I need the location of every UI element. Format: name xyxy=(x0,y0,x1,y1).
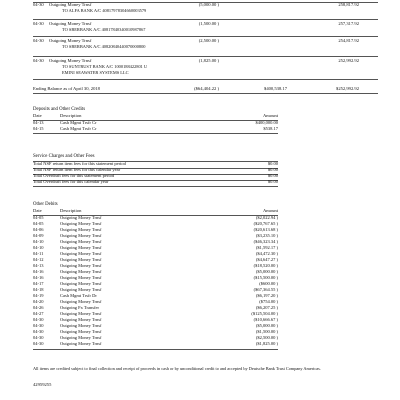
debit-amount: ($5,000.00 ) xyxy=(255,323,278,328)
row-separator xyxy=(33,56,378,57)
debit-description: Outgoing Money Trnsf xyxy=(60,227,102,232)
ending-withdrawal-total: ($64,404.22 ) xyxy=(194,86,219,91)
deposit-amount: $400,000.00 xyxy=(255,120,278,125)
transaction-date: 04-30 xyxy=(33,2,44,7)
fee-description: Total Overdraft fees for this calendar year xyxy=(33,179,109,184)
transaction-balance: 258,817.92 xyxy=(338,2,359,7)
debit-date: 04-26 xyxy=(33,305,44,310)
debit-description: Outgoing Money Trnsf xyxy=(60,221,102,226)
deposit-row xyxy=(33,127,278,133)
transaction-memo: TO ALFA BANK A/C 40817978304660003579 xyxy=(62,8,147,13)
debit-date: 04-30 xyxy=(33,329,44,334)
ending-balance-label: Ending Balance as of April 30, 2018 xyxy=(33,86,100,91)
transaction-date: 04-30 xyxy=(33,21,44,26)
debit-amount: ($15,500.00 ) xyxy=(253,275,278,280)
debit-amount: ($5,000.00 ) xyxy=(255,269,278,274)
debit-date: 04-09 xyxy=(33,233,44,238)
debit-date: 04-30 xyxy=(33,335,44,340)
ending-deposit-total: $400,538.17 xyxy=(264,86,287,91)
row-separator xyxy=(33,79,378,80)
debits-date-header: Date xyxy=(33,208,42,213)
debit-amount: ($20,767.65 ) xyxy=(253,221,278,226)
deposits-date-header: Date xyxy=(33,113,42,118)
fees-bottom-rule xyxy=(33,186,278,187)
fee-amount: $0.00 xyxy=(267,161,278,166)
debit-description: Outgoing Fx Transfer xyxy=(60,305,100,310)
debit-amount: ($4,647.27 ) xyxy=(255,257,278,262)
deposits-desc-header: Description xyxy=(60,113,82,118)
transaction-balance: 257,317.92 xyxy=(338,21,359,26)
debit-date: 04-16 xyxy=(33,269,44,274)
deposit-date: 04-13 xyxy=(33,120,44,125)
debit-description: Outgoing Money Trnsf xyxy=(60,245,102,250)
debit-amount: ($67,364.55 ) xyxy=(253,287,278,292)
deposit-amount: $538.17 xyxy=(263,126,278,131)
transaction-date: 04-30 xyxy=(33,38,44,43)
debit-description: Outgoing Money Trnsf xyxy=(60,287,102,292)
row-separator xyxy=(33,19,378,20)
debit-date: 04-16 xyxy=(33,275,44,280)
fees-title: Service Charges and Other Fees xyxy=(33,154,95,159)
debit-date: 04-13 xyxy=(33,263,44,268)
ending-bottom-border xyxy=(33,93,378,94)
debit-date: 04-30 xyxy=(33,341,44,346)
debit-amount: ($6,207.25 ) xyxy=(255,305,278,310)
debit-description: Outgoing Money Trnsf xyxy=(60,215,102,220)
deposit-date: 04-15 xyxy=(33,126,44,131)
debit-date: 04-30 xyxy=(33,323,44,328)
debit-description: Cash Mgmt Trsfr Dr xyxy=(60,293,97,298)
deposit-description: Cash Mgmt Trsfr Cr xyxy=(60,120,97,125)
fee-description: Total NSF return item fees for this statement period xyxy=(33,161,126,166)
debit-description: Outgoing Money Trnsf xyxy=(60,275,102,280)
debits-desc-header: Description xyxy=(60,208,82,213)
debits-amount-header: Amount xyxy=(262,208,278,213)
transaction-description: Outgoing Money Trnsf xyxy=(49,58,92,63)
debit-date: 04-30 xyxy=(33,317,44,322)
debit-amount: ($600.00 ) xyxy=(259,281,278,286)
debit-date: 04-20 xyxy=(33,299,44,304)
debit-date: 04-18 xyxy=(33,287,44,292)
debit-description: Outgoing Money Trnsf xyxy=(60,281,102,286)
debits-title: Other Debits xyxy=(33,202,58,207)
debit-description: Outgoing Money Trnsf xyxy=(60,239,102,244)
fee-amount: $0.00 xyxy=(267,173,278,178)
transaction-date: 04-30 xyxy=(33,58,44,63)
debit-amount: ($4,472.30 ) xyxy=(255,251,278,256)
row-separator xyxy=(33,36,378,37)
debit-date: 04-12 xyxy=(33,257,44,262)
debits-bottom-rule xyxy=(33,349,278,350)
debit-description: Outgoing Money Trnsf xyxy=(60,251,102,256)
fee-description: Total NSF return item fees for this calendar year xyxy=(33,167,121,172)
debit-description: Outgoing Money Trnsf xyxy=(60,335,102,340)
debit-row xyxy=(33,342,278,348)
document-id: 42959255 xyxy=(33,382,52,387)
debit-date: 04-05 xyxy=(33,215,44,220)
debit-description: Outgoing Money Trnsf xyxy=(60,269,102,274)
transaction-description: Outgoing Money Trnsf xyxy=(49,21,92,26)
debit-amount: ($20,613.68 ) xyxy=(253,227,278,232)
transaction-balance: 252,992.92 xyxy=(338,58,359,63)
debit-description: Outgoing Money Trnsf xyxy=(60,299,102,304)
deposits-bottom-rule xyxy=(33,133,278,134)
fee-amount: $0.00 xyxy=(267,167,278,172)
debit-date: 04-17 xyxy=(33,281,44,286)
transaction-balance: 254,817.92 xyxy=(338,38,359,43)
debit-amount: ($2,500.00 ) xyxy=(255,335,278,340)
debit-amount: ($2,022.94 ) xyxy=(255,215,278,220)
transaction-description: Outgoing Money Trnsf xyxy=(49,38,92,43)
debit-amount: ($1,825.00 ) xyxy=(255,341,278,346)
fee-row xyxy=(33,180,278,186)
fee-description: Total Overdraft fees for this statement period xyxy=(33,173,115,178)
transaction-withdrawal: (1,500.00 ) xyxy=(198,21,219,26)
transaction-withdrawal: (2,500.00 ) xyxy=(198,38,219,43)
debit-amount: ($46,323.34 ) xyxy=(253,239,278,244)
debit-amount: ($125,504.00 ) xyxy=(251,311,278,316)
transaction-withdrawal: (1,825.00 ) xyxy=(198,58,219,63)
debit-description: Outgoing Money Trnsf xyxy=(60,233,102,238)
debit-date: 04-10 xyxy=(33,239,44,244)
deposit-description: Cash Mgmt Trsfr Cr xyxy=(60,126,97,131)
transaction-memo: TO SUNTRUST BANK A/C 1000188422801 U xyxy=(62,64,148,69)
debit-amount: ($754.00 ) xyxy=(259,299,278,304)
debit-amount: ($10,666.67 ) xyxy=(253,317,278,322)
deposits-amount-header: Amount xyxy=(262,113,278,118)
debit-description: Outgoing Money Trnsf xyxy=(60,341,102,346)
debit-date: 04-06 xyxy=(33,227,44,232)
ending-balance-total: $252,992.92 xyxy=(336,86,359,91)
transaction-memo: TO SBERBANK A/C 40817840340010987867 xyxy=(62,27,146,32)
debit-amount: ($1,500.00 ) xyxy=(255,329,278,334)
debit-amount: ($3,235.10 ) xyxy=(255,233,278,238)
collection-footnote: All items are credited subject to final collection and receipt of proceeds in cash or by unconditional credit to and accepted by Deutsche Bank Trust Company Americas. xyxy=(33,366,321,371)
deposits-title: Deposits and Other Credits xyxy=(33,107,86,112)
debit-date: 04-10 xyxy=(33,245,44,250)
debit-amount: ($6,197.20 ) xyxy=(255,293,278,298)
transaction-description: Outgoing Money Trnsf xyxy=(49,2,92,7)
transaction-withdrawal: (5,000.00 ) xyxy=(198,2,219,7)
fee-amount: $0.00 xyxy=(267,179,278,184)
debit-date: 04-27 xyxy=(33,311,44,316)
debit-description: Outgoing Money Trnsf xyxy=(60,323,102,328)
debit-description: Outgoing Money Trnsf xyxy=(60,263,102,268)
debit-description: Outgoing Money Trnsf xyxy=(60,257,102,262)
debit-amount: ($18,520.00 ) xyxy=(253,263,278,268)
debit-date: 04-11 xyxy=(33,251,44,256)
transaction-memo: EMINI SEAWATER SYSTEMS LLC xyxy=(62,70,129,75)
debit-description: Outgoing Money Trnsf xyxy=(60,329,102,334)
transaction-memo: TO SBERBANK A/C 40820840440070000800 xyxy=(62,44,146,49)
debit-date: 04-19 xyxy=(33,293,44,298)
debit-description: Outgoing Money Trnsf xyxy=(60,317,102,322)
debit-description: Outgoing Money Trnsf xyxy=(60,311,102,316)
debit-date: 04-05 xyxy=(33,221,44,226)
debit-amount: ($1,592.17 ) xyxy=(255,245,278,250)
